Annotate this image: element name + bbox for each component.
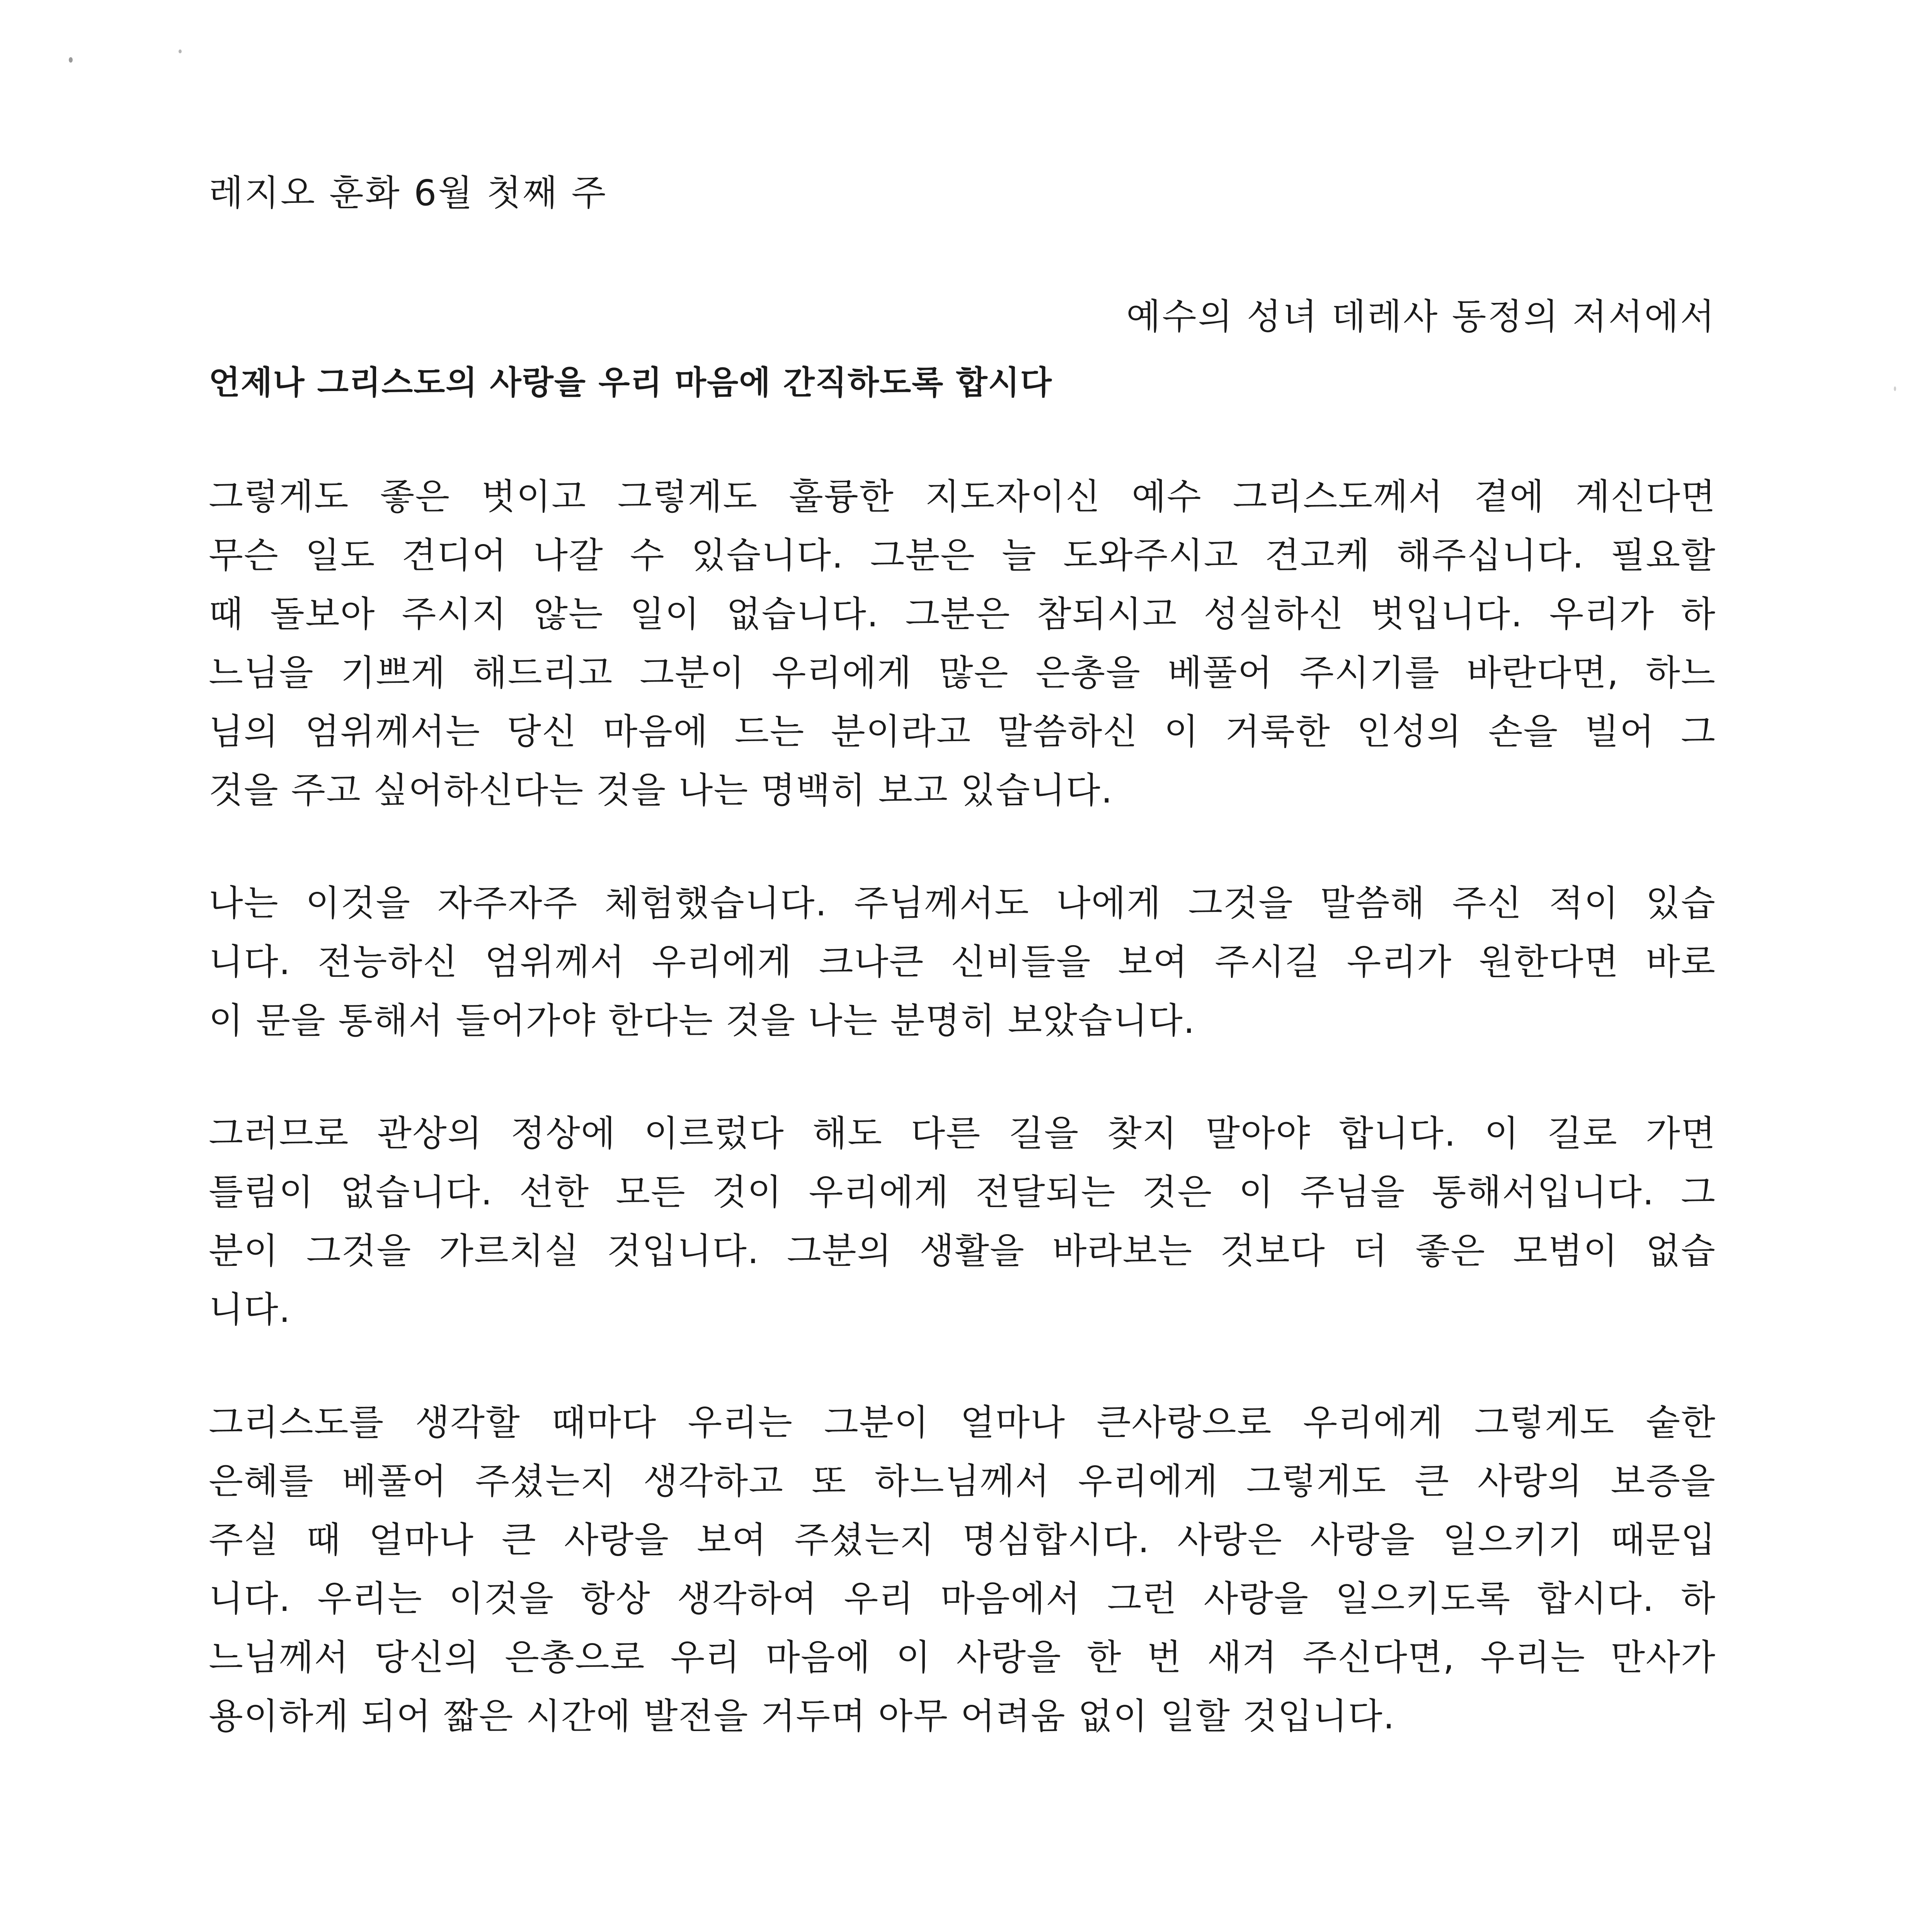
text-line: 그렇게도 좋은 벗이고 그렇게도 훌륭한 지도자이신 예수 그리스도께서 곁에 계신다면 bbox=[209, 476, 1716, 517]
source-attribution: 예수의 성녀 데레사 동정의 저서에서 bbox=[1126, 296, 1716, 337]
text-line: 틀림이 없습니다. 선한 모든 것이 우리에게 전달되는 것은 이 주님을 통해서입니다. 그 bbox=[209, 1172, 1716, 1213]
paragraph-2 bbox=[209, 874, 1716, 1050]
text-line: 그리스도를 생각할 때마다 우리는 그분이 얼마나 큰사랑으로 우리에게 그렇게도 숱한 bbox=[209, 1402, 1716, 1443]
paragraph-4 bbox=[209, 1393, 1716, 1746]
scan-speck bbox=[1894, 386, 1896, 391]
text-line: 님의 엄위께서는 당신 마음에 드는 분이라고 말씀하신 이 거룩한 인성의 손을 빌어 그 bbox=[209, 711, 1716, 752]
document-header: 레지오 훈화 6월 첫째 주 bbox=[209, 172, 608, 214]
paragraph-1 bbox=[209, 468, 1716, 820]
text-line: 때 돌보아 주시지 않는 일이 없습니다. 그분은 참되시고 성실하신 벗입니다. 우리가 하 bbox=[209, 594, 1716, 635]
document-body bbox=[209, 468, 1716, 1800]
text-line: 니다. 전능하신 엄위께서 우리에게 크나큰 신비들을 보여 주시길 우리가 원한다면 바로 bbox=[209, 941, 1716, 983]
document-title: 언제나 그리스도의 사랑을 우리 마음에 간직하도록 합시다 bbox=[209, 364, 1052, 401]
text-line: 나는 이것을 자주자주 체험했습니다. 주님께서도 나에게 그것을 말씀해 주신 적이 있습 bbox=[209, 883, 1716, 924]
scan-speck bbox=[179, 49, 182, 53]
text-line: 무슨 일도 견디어 나갈 수 있습니다. 그분은 늘 도와주시고 견고케 해주십니다. 필요할 bbox=[209, 535, 1716, 576]
text-line: 분이 그것을 가르치실 것입니다. 그분의 생활을 바라보는 것보다 더 좋은 모범이 없습 bbox=[209, 1230, 1716, 1272]
text-line: 그러므로 관상의 정상에 이르렀다 해도 다른 길을 찾지 말아야 합니다. 이 길로 가면 bbox=[209, 1113, 1716, 1154]
text-line: 니다. bbox=[209, 1289, 291, 1330]
text-line: 느님께서 당신의 은총으로 우리 마음에 이 사랑을 한 번 새겨 주신다면, 우리는 만사가 bbox=[209, 1637, 1716, 1678]
text-line: 용이하게 되어 짧은 시간에 발전을 거두며 아무 어려움 없이 일할 것입니다. bbox=[209, 1696, 1395, 1737]
text-line: 것을 주고 싶어하신다는 것을 나는 명백히 보고 있습니다. bbox=[209, 770, 1113, 811]
text-line: 니다. 우리는 이것을 항상 생각하여 우리 마음에서 그런 사랑을 일으키도록 합시다. 하 bbox=[209, 1578, 1716, 1619]
paragraph-3 bbox=[209, 1104, 1716, 1339]
scan-speck bbox=[69, 57, 73, 63]
text-line: 이 문을 통해서 들어가야 한다는 것을 나는 분명히 보았습니다. bbox=[209, 1000, 1195, 1041]
text-line: 주실 때 얼마나 큰 사랑을 보여 주셨는지 명심합시다. 사랑은 사랑을 일으키기 때문입 bbox=[209, 1519, 1716, 1561]
text-line: 은혜를 베풀어 주셨는지 생각하고 또 하느님께서 우리에게 그렇게도 큰 사랑의 보증을 bbox=[209, 1461, 1716, 1502]
text-line: 느님을 기쁘게 해드리고 그분이 우리에게 많은 은총을 베풀어 주시기를 바란다면, 하느 bbox=[209, 652, 1716, 694]
